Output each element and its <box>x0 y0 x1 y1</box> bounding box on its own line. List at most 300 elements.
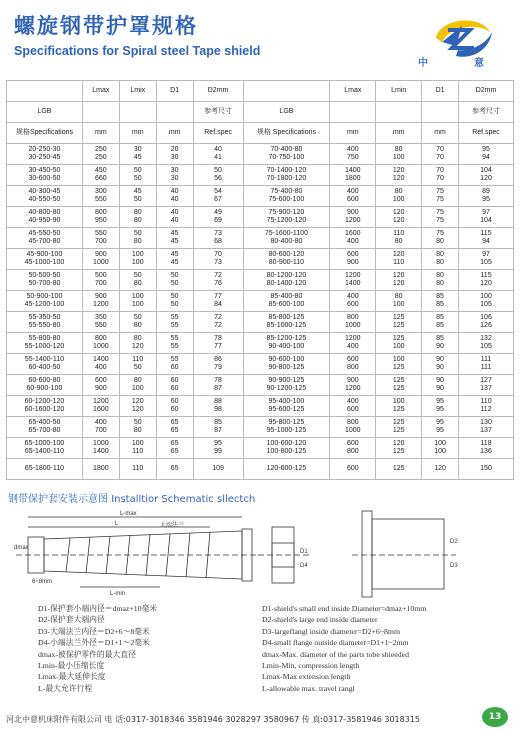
table-cell-l <box>7 333 83 354</box>
table-cell-d1 <box>156 228 193 249</box>
table-cell-l <box>7 207 83 228</box>
cell-value: 400 <box>346 238 359 245</box>
table-cell-lmin <box>119 396 156 417</box>
cell-value: 45 <box>133 154 142 161</box>
cell-value: 75-900-120 <box>268 208 305 216</box>
table-cell-l <box>7 228 83 249</box>
table-cell-d2 <box>193 417 243 438</box>
cell-value: 55-550-80 <box>28 322 61 329</box>
cell-value: 86 <box>214 355 222 363</box>
cell-value: 300 <box>94 187 107 195</box>
cell-value: 80 <box>133 280 142 287</box>
cell-value: 75 <box>436 217 444 224</box>
table-cell-rmin <box>376 291 422 312</box>
cell-value: 30 <box>170 166 179 174</box>
cell-value: 120 <box>131 397 144 405</box>
notes-chinese <box>38 603 248 694</box>
cell-value: 84 <box>214 301 222 308</box>
cell-value: 65-1800-110 <box>24 464 65 472</box>
table-cell-rmax <box>330 333 376 354</box>
cell-value: 73 <box>214 229 222 237</box>
table-cell-rmax <box>330 459 376 480</box>
cell-value: 100 <box>392 196 405 203</box>
table-row <box>7 207 514 228</box>
label-d1: D1 <box>300 549 308 555</box>
table-cell-rmin <box>376 438 422 459</box>
cell-value: 55-350-50 <box>28 313 61 321</box>
table-cell-rd1 <box>422 144 459 165</box>
cell-value: 125 <box>392 385 405 392</box>
cell-value: 85-1200-125 <box>266 334 307 342</box>
table-cell-lmin <box>119 228 156 249</box>
cell-value: 90 <box>436 385 444 392</box>
table-cell-l <box>7 165 83 186</box>
cell-value: 80 <box>133 238 142 245</box>
cell-value: 73 <box>214 259 222 266</box>
table-cell-lmax <box>82 375 119 396</box>
cell-value: 85 <box>436 322 444 329</box>
cell-value: 75-1600-1100 <box>264 229 308 237</box>
table-cell-r <box>243 375 330 396</box>
cell-value: 125 <box>392 427 405 434</box>
header-r-lmax: Lmax <box>330 81 376 102</box>
table-cell-lmax <box>82 207 119 228</box>
cell-value: 45 <box>170 259 179 266</box>
note-cn: D3-大端法兰内径＝D2+6～8毫米 <box>38 626 150 636</box>
cell-value: 80 <box>436 280 444 287</box>
cell-value: 41 <box>214 154 222 161</box>
cell-value: 1200 <box>345 217 361 224</box>
cell-value: 125 <box>392 334 405 342</box>
cell-value: 800 <box>346 313 359 321</box>
cell-value: 50 <box>133 175 142 182</box>
cell-value: 100 <box>392 154 405 161</box>
cell-value: 600 <box>346 355 359 363</box>
cell-value: 600 <box>346 250 359 258</box>
table-cell-rd2 <box>459 291 514 312</box>
cell-value: 120 <box>392 250 405 258</box>
cell-value: 80-900-110 <box>268 259 305 266</box>
label-lmin: L-min <box>110 591 126 597</box>
cell-value: 120 <box>392 271 405 279</box>
cell-value: 65-400-50 <box>28 418 61 426</box>
cell-value: 350 <box>94 313 107 321</box>
cell-value: 600 <box>346 301 359 308</box>
cell-value: 900 <box>94 292 107 300</box>
cell-value: 50-700-80 <box>28 280 61 287</box>
table-cell-d1 <box>156 333 193 354</box>
cell-value: 550 <box>94 229 107 237</box>
table-cell-l <box>7 270 83 291</box>
table-cell-rmax <box>330 228 376 249</box>
note-en: L-allowable max. travel rangl <box>262 683 355 693</box>
header-row-2 <box>7 102 514 123</box>
cell-value: 45 <box>133 187 142 195</box>
table-cell-r <box>243 207 330 228</box>
cell-value: 900 <box>94 250 107 258</box>
cell-value: 75 <box>436 229 444 237</box>
cell-value: 55-800-80 <box>28 334 61 342</box>
cell-value: 120 <box>392 166 405 174</box>
cell-value: 660 <box>94 175 107 182</box>
cell-value: 80-600-120 <box>268 250 305 258</box>
note-en: Lmax-Max extension length <box>262 672 351 682</box>
cell-value: 50 <box>133 229 142 237</box>
cell-value: 1800 <box>345 175 361 182</box>
cell-value: 79 <box>214 364 222 371</box>
table-cell-lmax <box>82 249 119 270</box>
table-cell-r <box>243 459 330 480</box>
cell-value: 110 <box>132 448 144 455</box>
cell-value: 98 <box>214 406 222 413</box>
company-logo <box>418 12 500 74</box>
table-cell-rd2 <box>459 417 514 438</box>
table-cell-d2 <box>193 396 243 417</box>
cell-value: 60 <box>170 397 179 405</box>
cell-value: 125 <box>392 464 405 472</box>
large-flange-boss <box>372 519 444 589</box>
cell-value: 75-600-100 <box>268 196 305 203</box>
label-lmax: L-max <box>120 511 137 517</box>
table-cell-r <box>243 144 330 165</box>
cell-value: 50-900-100 <box>26 292 63 300</box>
cell-value: 105 <box>480 343 492 350</box>
table-cell-lmax <box>82 333 119 354</box>
cell-value: 55 <box>170 355 179 363</box>
cell-value: 110 <box>480 397 492 405</box>
table-cell-rmax <box>330 291 376 312</box>
cell-value: 95 <box>436 397 444 405</box>
table-cell-d1 <box>156 165 193 186</box>
cell-value: 700 <box>94 238 107 245</box>
cell-value: 136 <box>480 448 492 455</box>
cell-value: 100 <box>434 439 446 447</box>
cell-value: 125 <box>392 376 405 384</box>
cell-value: 132 <box>480 334 492 342</box>
cell-value: 100 <box>131 385 144 392</box>
table-cell-rmin <box>376 165 422 186</box>
table-cell-rd2 <box>459 312 514 333</box>
cell-value: 72 <box>214 313 222 321</box>
table-row <box>7 438 514 459</box>
table-cell-r <box>243 438 330 459</box>
cell-value: 40 <box>214 145 222 153</box>
cell-value: 20 <box>170 145 179 153</box>
table-cell-rd1 <box>422 354 459 375</box>
cell-value: 75-1200-120 <box>266 217 307 224</box>
cell-value: 110 <box>393 259 405 266</box>
table-row <box>7 186 514 207</box>
cell-value: 40-300-45 <box>28 187 61 195</box>
cell-value: 78 <box>214 376 222 384</box>
table-cell-lmax <box>82 312 119 333</box>
cell-value: 80-1200-120 <box>266 271 307 279</box>
cell-value: 800 <box>346 418 359 426</box>
notes-english <box>262 603 512 694</box>
cell-value: 1400 <box>345 166 361 174</box>
table-cell-rmin <box>376 375 422 396</box>
cell-value: 30 <box>133 145 142 153</box>
cell-value: 1200 <box>93 301 109 308</box>
note-cn: D1-保护套小端内径＝dmaz+10毫米 <box>38 604 158 613</box>
table-row <box>7 270 514 291</box>
table-cell-lmin <box>119 312 156 333</box>
label-dmax: dmax <box>14 545 29 551</box>
table-cell-rmax <box>330 375 376 396</box>
table-cell-rmin <box>376 186 422 207</box>
cell-value: 40 <box>170 208 179 216</box>
cell-value: 109 <box>212 464 224 472</box>
note-en: D3-largeflangl inside diameter=D2+6~8mm <box>262 626 401 636</box>
table-cell-lmax <box>82 186 119 207</box>
table-cell-rd1 <box>422 459 459 480</box>
cell-value: 40-800-80 <box>28 208 61 216</box>
logo-text-left: 中 <box>418 58 428 69</box>
cell-value: 250 <box>94 145 107 153</box>
cell-value: 40 <box>170 217 179 224</box>
table-row <box>7 312 514 333</box>
table-cell-d2 <box>193 375 243 396</box>
logo-emblem-icon <box>418 12 500 74</box>
table-cell-lmin <box>119 270 156 291</box>
cell-value: 50 <box>170 301 179 308</box>
table-cell-r <box>243 165 330 186</box>
header-row-1 <box>7 81 514 102</box>
cell-value: 111 <box>480 355 492 363</box>
table-cell-rmin <box>376 396 422 417</box>
spec-table <box>6 80 514 480</box>
cell-value: 1400 <box>93 355 109 363</box>
table-cell-l <box>7 249 83 270</box>
table-cell-lmax <box>82 354 119 375</box>
cell-value: 750 <box>346 154 359 161</box>
cell-value: 85-1000-125 <box>266 322 307 329</box>
cell-value: 85 <box>214 418 222 426</box>
table-cell-rd1 <box>422 396 459 417</box>
cell-value: 20-250-30 <box>28 145 61 153</box>
cell-value: 95-1000-125 <box>266 427 307 434</box>
table-cell-l <box>7 291 83 312</box>
cell-value: 106 <box>480 313 492 321</box>
cell-value: 87 <box>214 427 222 434</box>
table-cell-lmax <box>82 396 119 417</box>
table-cell-r <box>243 417 330 438</box>
cell-value: 80 <box>394 292 403 300</box>
cell-value: 85 <box>436 334 444 342</box>
cell-value: 700 <box>94 280 107 287</box>
header-r-lmin: Lmin <box>376 81 422 102</box>
cell-value: 80 <box>436 250 444 258</box>
cell-value: 50 <box>170 271 179 279</box>
label-gap: 6~8mm <box>32 579 53 585</box>
cell-value: 60 <box>170 376 179 384</box>
table-cell-lmin <box>119 165 156 186</box>
label-l: L <box>115 521 119 527</box>
label-flange-big: 大端法兰 <box>160 523 185 529</box>
table-cell-r <box>243 396 330 417</box>
table-cell-l <box>7 417 83 438</box>
table-cell-lmax <box>82 270 119 291</box>
cell-value: 68 <box>214 238 222 245</box>
table-cell-rmax <box>330 207 376 228</box>
header-r-spec: 规格 Specifications <box>243 123 330 144</box>
cell-value: 400 <box>346 343 359 350</box>
cell-value: 95-400-100 <box>268 397 305 405</box>
cell-value: 65 <box>170 427 179 434</box>
table-cell-rd1 <box>422 207 459 228</box>
cell-value: 1400 <box>93 448 109 455</box>
cell-value: 120 <box>392 439 405 447</box>
table-cell-rd1 <box>422 228 459 249</box>
cell-value: 110 <box>132 464 144 472</box>
table-cell-lmax <box>82 459 119 480</box>
cell-value: 80 <box>394 187 403 195</box>
table-cell-rmin <box>376 354 422 375</box>
cell-value: 95-600-125 <box>268 406 305 413</box>
cell-value: 1200 <box>345 334 361 342</box>
table-cell-rd1 <box>422 375 459 396</box>
cell-value: 50 <box>170 280 179 287</box>
table-cell-rmin <box>376 312 422 333</box>
table-cell-lmax <box>82 144 119 165</box>
note-en: D4-small flange outside diameter=D1+1~2mm <box>262 638 409 648</box>
cell-value: 120 <box>480 175 492 182</box>
cell-value: 400 <box>346 397 359 405</box>
cell-value: 70 <box>436 145 444 153</box>
cell-value: 400 <box>346 292 359 300</box>
cell-value: 120 <box>434 464 446 472</box>
cell-value: 95 <box>436 418 444 426</box>
cell-value: 30-600-50 <box>28 175 61 182</box>
cell-value: 80 <box>394 238 403 245</box>
cell-value: 50 <box>133 364 142 371</box>
cell-value: 127 <box>480 376 492 384</box>
table-cell-rd2 <box>459 375 514 396</box>
cell-value: 45 <box>170 250 179 258</box>
cell-value: 100 <box>434 448 446 455</box>
table-cell-d2 <box>193 459 243 480</box>
table-cell-r <box>243 186 330 207</box>
cell-value: 60-1200-120 <box>24 397 65 405</box>
table-cell-rd2 <box>459 396 514 417</box>
cell-value: 111 <box>480 364 492 371</box>
note-cn: D2-保护套大端内径 <box>38 615 105 625</box>
cell-value: 60 <box>170 406 179 413</box>
table-cell-rd2 <box>459 207 514 228</box>
cell-value: 72 <box>214 271 222 279</box>
cell-value: 30 <box>170 154 179 161</box>
cell-value: 100 <box>131 439 144 447</box>
cell-value: 120 <box>131 406 144 413</box>
table-cell-d1 <box>156 291 193 312</box>
cell-value: 104 <box>480 217 492 224</box>
table-cell-rmin <box>376 333 422 354</box>
table-cell-lmin <box>119 291 156 312</box>
cell-value: 95 <box>436 406 444 413</box>
table-cell-d2 <box>193 144 243 165</box>
cell-value: 80 <box>133 322 142 329</box>
table-cell-d1 <box>156 249 193 270</box>
title-chinese: 螺旋钢带护罩规格 <box>14 14 198 38</box>
table-cell-lmin <box>119 333 156 354</box>
cell-value: 45 <box>170 229 179 237</box>
cell-value: 70-400-80 <box>270 145 303 153</box>
table-cell-rd1 <box>422 333 459 354</box>
cell-value: 97 <box>482 208 490 216</box>
cell-value: 85-400-80 <box>270 292 303 300</box>
cell-value: 400 <box>346 187 359 195</box>
cell-value: 105 <box>480 259 492 266</box>
table-cell-d2 <box>193 291 243 312</box>
cell-value: 137 <box>480 427 492 434</box>
cell-value: 94 <box>482 238 490 245</box>
table-cell-rmin <box>376 144 422 165</box>
table-row <box>7 249 514 270</box>
cell-value: 55 <box>170 343 179 350</box>
cell-value: 100 <box>392 301 405 308</box>
cell-value: 50 <box>133 166 142 174</box>
cell-value: 75 <box>436 187 444 195</box>
table-cell-rmax <box>330 270 376 291</box>
table-cell-lmin <box>119 354 156 375</box>
cell-value: 1000 <box>345 322 361 329</box>
cell-value: 800 <box>346 364 359 371</box>
table-cell-rd2 <box>459 333 514 354</box>
table-cell-rmin <box>376 459 422 480</box>
table-cell-l <box>7 396 83 417</box>
logo-text-right: 意 <box>474 58 484 69</box>
table-cell-d1 <box>156 438 193 459</box>
install-title <box>8 490 255 505</box>
cell-value: 40-950-90 <box>28 217 61 224</box>
table-cell-lmin <box>119 375 156 396</box>
cell-value: 60-1600-120 <box>24 406 65 413</box>
page-header <box>14 10 484 70</box>
cell-value: 85 <box>436 301 444 308</box>
table-cell-r <box>243 249 330 270</box>
cell-value: 88 <box>214 397 222 405</box>
cell-value: 76 <box>214 280 222 287</box>
table-cell-rd1 <box>422 438 459 459</box>
cell-value: 120 <box>392 217 405 224</box>
cell-value: 70 <box>436 154 444 161</box>
table-row <box>7 375 514 396</box>
table-cell-d1 <box>156 459 193 480</box>
table-cell-rd1 <box>422 249 459 270</box>
table-row <box>7 333 514 354</box>
cell-value: 125 <box>392 364 405 371</box>
table-cell-d2 <box>193 228 243 249</box>
table-cell-rd2 <box>459 186 514 207</box>
cell-value: 120 <box>131 343 144 350</box>
cell-value: 400 <box>94 418 107 426</box>
table-row <box>7 165 514 186</box>
cell-value: 800 <box>346 448 359 455</box>
cell-value: 90-600-100 <box>268 355 305 363</box>
note-en: dmax-Max. diameter of the parts tobe shieeded <box>262 649 410 659</box>
cell-value: 95 <box>482 196 490 203</box>
cell-value: 120 <box>392 280 405 287</box>
table-cell-rmax <box>330 354 376 375</box>
cell-value: 900 <box>94 385 107 392</box>
cell-value: 75 <box>436 208 444 216</box>
cell-value: 950 <box>94 217 107 224</box>
table-cell-rmin <box>376 417 422 438</box>
cell-value: 600 <box>346 439 359 447</box>
cell-value: 104 <box>480 166 492 174</box>
cell-value: 72 <box>214 322 222 329</box>
table-cell-r <box>243 291 330 312</box>
